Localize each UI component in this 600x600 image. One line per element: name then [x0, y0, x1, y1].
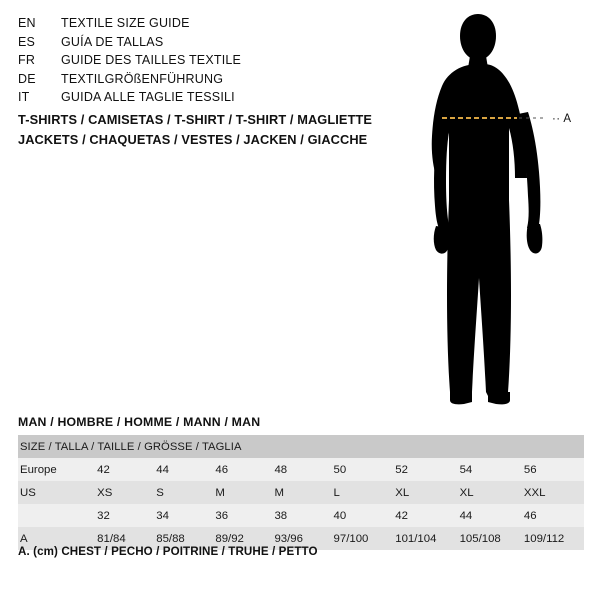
- cell: 42: [391, 504, 455, 527]
- cell: XL: [456, 481, 520, 504]
- cell: 38: [270, 504, 329, 527]
- cell: 54: [456, 458, 520, 481]
- language-list: [18, 14, 358, 107]
- cell: 89/92: [211, 527, 270, 550]
- language-row: [18, 88, 358, 107]
- cell: 40: [330, 504, 392, 527]
- language-text: GUÍA DE TALLAS: [61, 34, 164, 49]
- cell: 44: [456, 504, 520, 527]
- table-row: [18, 458, 584, 481]
- language-text: GUIDA ALLE TAGLIE TESSILI: [61, 90, 235, 105]
- cell: L: [330, 481, 392, 504]
- language-row: [18, 33, 358, 52]
- cell: 48: [270, 458, 329, 481]
- garment-category-list: [18, 110, 378, 150]
- category-tshirts: T-SHIRTS / CAMISETAS / T-SHIRT / T-SHIRT / MAGLIETTE: [18, 112, 373, 127]
- table-header-row: [18, 435, 584, 458]
- size-table: [18, 435, 584, 550]
- cell: 50: [330, 458, 392, 481]
- row-label: [18, 504, 93, 527]
- measurement-footnote: A. (cm) CHEST / PECHO / POITRINE / TRUHE / PETTO: [18, 545, 318, 558]
- body-silhouette-icon: [400, 10, 600, 410]
- male-body-figure: [400, 10, 600, 410]
- cell: M: [270, 481, 329, 504]
- cell: XXL: [520, 481, 584, 504]
- cell: 36: [211, 504, 270, 527]
- cell: 81/84: [93, 527, 152, 550]
- cell: 93/96: [270, 527, 329, 550]
- language-text: GUIDE DES TAILLES TEXTILE: [61, 53, 242, 68]
- cell: 46: [211, 458, 270, 481]
- cell: M: [211, 481, 270, 504]
- cell: 32: [93, 504, 152, 527]
- cell: 52: [391, 458, 455, 481]
- cell: 56: [520, 458, 584, 481]
- category-jackets: JACKETS / CHAQUETAS / VESTES / JACKEN / GIACCHE: [18, 132, 368, 147]
- cell: XL: [391, 481, 455, 504]
- cell: 42: [93, 458, 152, 481]
- language-code: EN: [18, 16, 36, 30]
- table-title: MAN / HOMBRE / HOMME / MANN / MAN: [18, 415, 261, 429]
- size-table-block: [18, 415, 584, 550]
- cell: 101/104: [391, 527, 455, 550]
- cell: XS: [93, 481, 152, 504]
- table-header-label: SIZE / TALLA / TAILLE / GRÖSSE / TAGLIA: [18, 435, 584, 458]
- language-row: [18, 51, 358, 70]
- cell: 44: [152, 458, 211, 481]
- cell: 85/88: [152, 527, 211, 550]
- row-label: A: [18, 527, 93, 550]
- measure-label-a: ·· A: [552, 113, 572, 125]
- cell: 46: [520, 504, 584, 527]
- cell: 105/108: [456, 527, 520, 550]
- language-code: IT: [18, 90, 30, 105]
- cell: 97/100: [330, 527, 392, 550]
- language-text: TEXTILE SIZE GUIDE: [61, 16, 190, 30]
- cell: S: [152, 481, 211, 504]
- table-row: [18, 504, 584, 527]
- table-row: [18, 481, 584, 504]
- cell: 34: [152, 504, 211, 527]
- language-row: [18, 14, 358, 33]
- language-row: [18, 70, 358, 89]
- row-label: Europe: [18, 458, 93, 481]
- language-text: TEXTILGRÖßENFÜHRUNG: [61, 71, 224, 86]
- cell: 109/112: [520, 527, 584, 550]
- language-code: ES: [18, 34, 36, 49]
- row-label: US: [18, 481, 93, 504]
- language-code: DE: [18, 71, 36, 86]
- language-code: FR: [18, 53, 36, 68]
